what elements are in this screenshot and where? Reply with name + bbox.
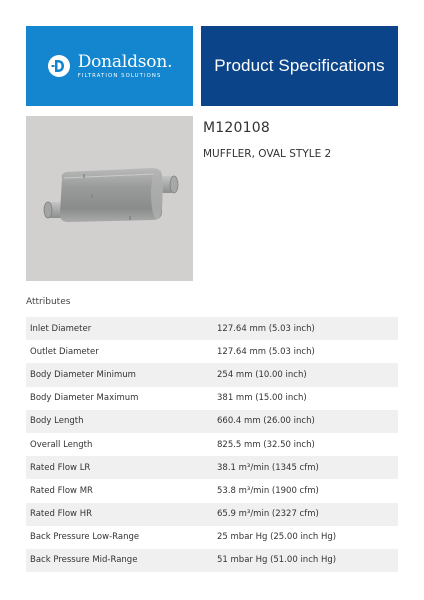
attributes-heading: Attributes bbox=[26, 297, 71, 307]
table-row bbox=[26, 503, 398, 526]
attribute-value: 127.64 mm (5.03 inch) bbox=[217, 346, 315, 357]
attribute-value: 254 mm (10.00 inch) bbox=[213, 363, 398, 386]
attribute-value: 25 mbar Hg (25.00 inch Hg) bbox=[217, 532, 337, 543]
header-banner bbox=[201, 26, 398, 106]
table-row bbox=[26, 433, 398, 456]
brand-tagline: FILTRATION SOLUTIONS bbox=[77, 73, 162, 79]
attributes-table bbox=[26, 317, 398, 572]
table-row bbox=[26, 410, 398, 433]
attribute-name: Body Diameter Minimum bbox=[26, 363, 213, 386]
muffler-image bbox=[26, 116, 193, 281]
attribute-value: 51 mbar Hg (51.00 inch Hg) bbox=[213, 549, 398, 572]
table-row bbox=[26, 340, 398, 363]
attribute-name: Outlet Diameter bbox=[30, 346, 99, 357]
part-number: M120108 bbox=[203, 120, 270, 136]
attribute-value: 65.9 m³/min (2327 cfm) bbox=[213, 503, 398, 526]
attribute-name: Rated Flow MR bbox=[30, 485, 93, 496]
table-row bbox=[26, 549, 398, 572]
product-photo bbox=[26, 116, 193, 281]
attribute-name: Back Pressure Low-Range bbox=[30, 532, 140, 543]
attribute-value: 53.8 m³/min (1900 cfm) bbox=[217, 485, 319, 496]
table-row bbox=[26, 387, 398, 410]
donaldson-logo-icon bbox=[47, 54, 71, 78]
table-row bbox=[26, 526, 398, 549]
table-row bbox=[26, 317, 398, 340]
brand-logo bbox=[26, 26, 193, 106]
attribute-value: 38.1 m³/min (1345 cfm) bbox=[213, 456, 398, 479]
attribute-name: Inlet Diameter bbox=[26, 317, 213, 340]
table-row bbox=[26, 363, 398, 386]
attribute-name: Rated Flow HR bbox=[26, 503, 213, 526]
page-title: Product Specifications bbox=[214, 56, 385, 75]
attribute-value: 127.64 mm (5.03 inch) bbox=[213, 317, 398, 340]
attribute-name: Back Pressure Mid-Range bbox=[26, 549, 213, 572]
brand-name: Donaldson. bbox=[77, 52, 173, 72]
attribute-name: Body Length bbox=[26, 410, 213, 433]
attribute-value: 381 mm (15.00 inch) bbox=[217, 393, 307, 404]
table-row bbox=[26, 456, 398, 479]
table-row bbox=[26, 479, 398, 502]
attribute-name: Rated Flow LR bbox=[26, 456, 213, 479]
attribute-value: 825.5 mm (32.50 inch) bbox=[217, 439, 315, 450]
attribute-value: 660.4 mm (26.00 inch) bbox=[213, 410, 398, 433]
attribute-name: Overall Length bbox=[30, 439, 93, 450]
part-description: MUFFLER, OVAL STYLE 2 bbox=[203, 148, 332, 160]
attribute-name: Body Diameter Maximum bbox=[30, 393, 139, 404]
